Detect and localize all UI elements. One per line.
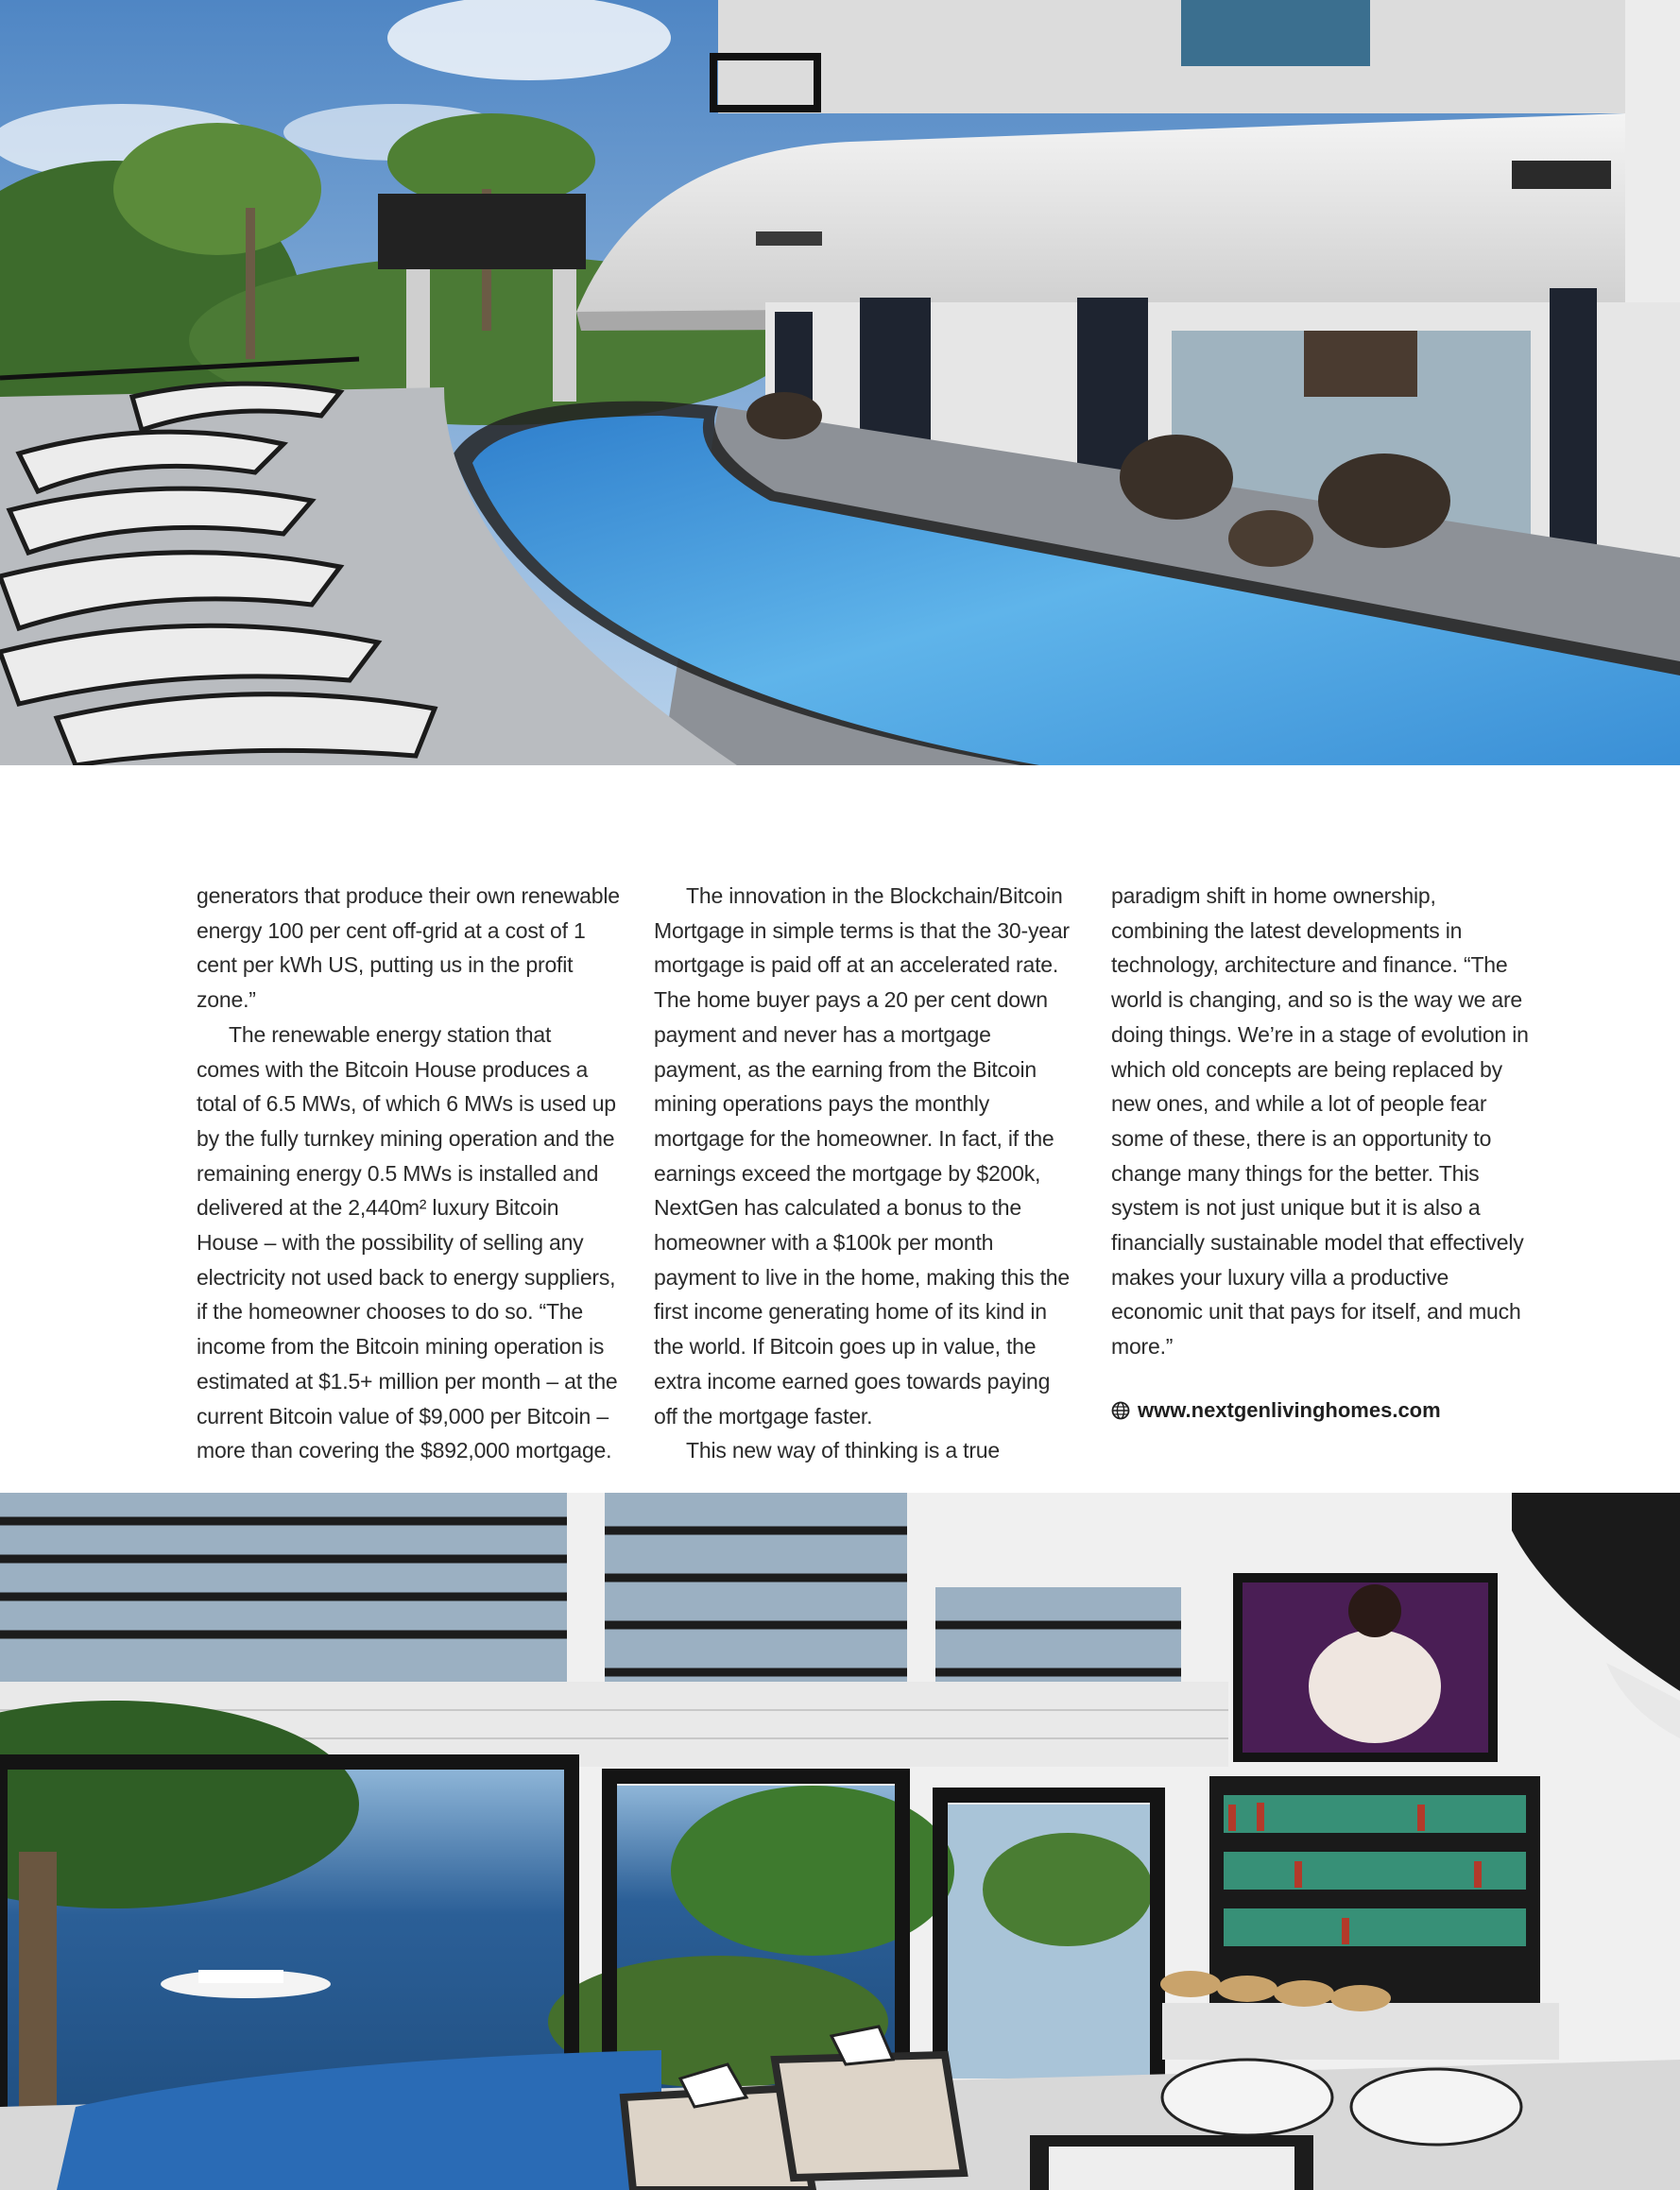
interior-lounge-illustration bbox=[0, 1493, 1680, 2190]
paragraph: generators that produce their own renewable energy 100 per cent off-grid at a cost of 1 cent per kWh US, putting us in the profit zone.” bbox=[197, 883, 620, 1013]
text-column-3 bbox=[1111, 879, 1534, 1364]
text-column-2 bbox=[654, 879, 1077, 1468]
pool-terrace-illustration bbox=[0, 0, 1680, 765]
photo-interior-lounge bbox=[0, 1493, 1680, 2190]
globe-icon bbox=[1111, 1401, 1130, 1420]
paragraph: paradigm shift in home ownership, combining the latest developments in technology, architecture and finance. “The world is changing, and so is the way we are doing things. We’re in a stage of evolution in which old concepts are being replaced by new ones, and while a lot of people fear some of these, there is an opportunity to change many things for the better. This system is not just unique but it is also a financially sustainable model that effectively makes your luxury villa a productive economic unit that pays for itself, and much more.” bbox=[1111, 883, 1529, 1360]
paragraph: The innovation in the Blockchain/Bitcoin Mortgage in simple terms is that the 30-year mortgage is paid off at an accelerated rate. The home buyer pays a 20 per cent down payment and never has a mortgage payment, as the earning from the Bitcoin mining operations pays the monthly mortgage for the homeowner. In fact, if the earnings exceed the mortgage by $200k, NextGen has calculated a bonus to the homeowner with a $100k per month payment to live in the home, making this the first income generating home of its kind in the world. If Bitcoin goes up in value, the extra income earned goes towards paying off the mortgage faster. bbox=[654, 883, 1070, 1429]
paragraph: This new way of thinking is a true bbox=[686, 1438, 1000, 1463]
website-url[interactable]: www.nextgenlivinghomes.com bbox=[1138, 1398, 1441, 1422]
article-body bbox=[197, 879, 1538, 1463]
photo-pool-terrace bbox=[0, 0, 1680, 765]
paragraph: The renewable energy station that comes with the Bitcoin House produces a total of 6.5 MWs, of which 6 MWs is used up by the fully turnkey mining operation and the remaining energy 0.5 MWs is installed and delivered at the 2,440m² luxury Bitcoin House – with the possibility of selling any electricity not used back to energy suppliers, if the homeowner chooses to do so. “The income from the Bitcoin mining operation is estimated at $1.5+ million per month – at the current Bitcoin value of $9,000 per Bitcoin – more than covering the $892,000 mortgage. bbox=[197, 1021, 618, 1463]
text-column-1 bbox=[197, 879, 620, 1468]
website-link[interactable] bbox=[1111, 1398, 1441, 1423]
